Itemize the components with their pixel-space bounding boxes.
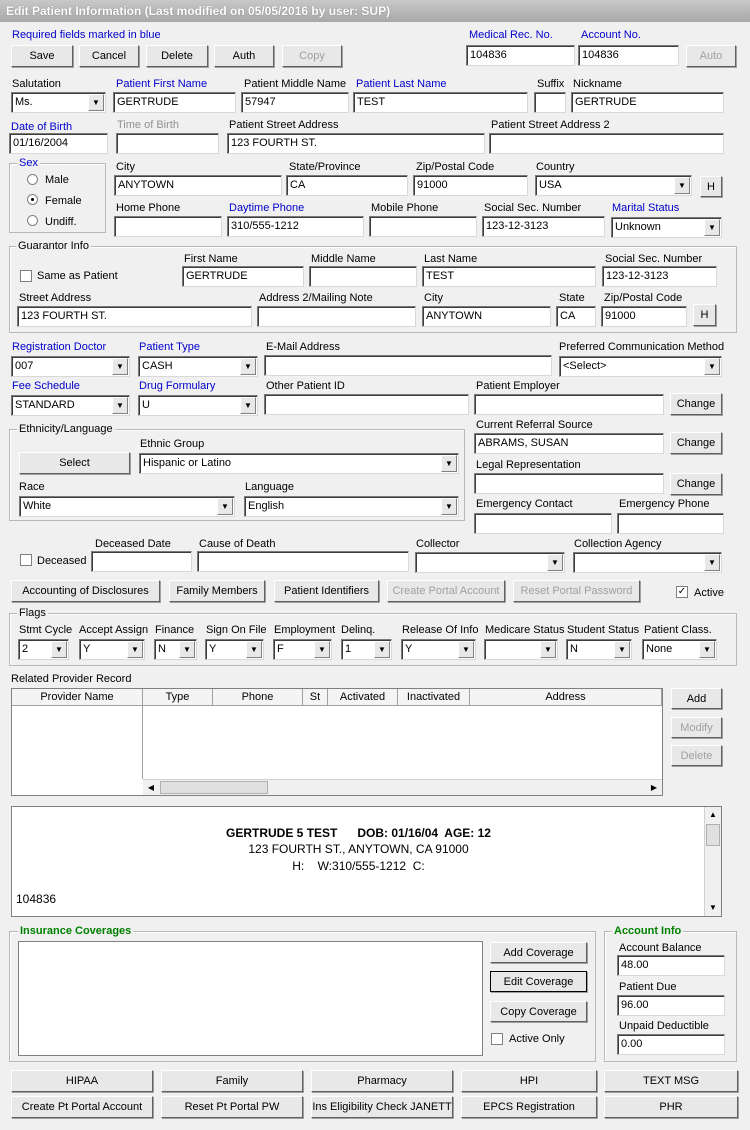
insurance-title: Insurance Coverages — [20, 925, 132, 937]
country-value: USA — [539, 179, 562, 191]
chevron-down-icon: ▼ — [704, 219, 720, 236]
race-label: Race — [19, 481, 45, 493]
horizontal-scrollbar[interactable] — [143, 779, 662, 795]
insurance-list[interactable] — [18, 941, 483, 1056]
chevron-down-icon: ▼ — [547, 554, 563, 571]
col-phone[interactable]: Phone — [213, 689, 303, 706]
patient-due-field[interactable]: 96.00 — [617, 995, 725, 1016]
flag-employment-select[interactable] — [273, 639, 332, 660]
guarantor-addr2-field[interactable] — [257, 306, 416, 327]
salutation-value: Ms. — [15, 96, 33, 108]
reg-doctor-value: 007 — [15, 360, 34, 372]
copy-coverage-button[interactable]: Copy Coverage — [490, 1001, 587, 1022]
pref-comm-select[interactable] — [559, 356, 722, 377]
col-activated[interactable]: Activated — [328, 689, 398, 706]
create-pt-portal-button[interactable]: Create Pt Portal Account — [11, 1096, 153, 1118]
tob-label: Time of Birth — [117, 119, 179, 131]
tob-field[interactable] — [116, 133, 219, 154]
flag-delinq-select[interactable] — [341, 639, 392, 660]
flag-stmt-cycle-select[interactable] — [18, 639, 69, 660]
fee-schedule-value: STANDARD — [15, 399, 75, 411]
provider-table[interactable] — [11, 688, 663, 796]
hpi-button[interactable]: HPI — [461, 1070, 597, 1092]
collector-select[interactable] — [415, 552, 565, 573]
guarantor-ssn-label: Social Sec. Number — [605, 253, 703, 265]
language-select[interactable] — [244, 496, 459, 517]
patient-type-label: Patient Type — [139, 341, 200, 353]
guarantor-street-label: Street Address — [19, 292, 92, 304]
cancel-button[interactable]: Cancel — [79, 45, 139, 67]
marital-value: Unknown — [615, 221, 661, 233]
guarantor-middle-label: Middle Name — [311, 253, 376, 265]
family-members-button[interactable]: Family Members — [169, 580, 265, 602]
chevron-down-icon: ▼ — [614, 641, 630, 658]
deceased-checkbox[interactable] — [20, 554, 32, 566]
flag-employment-label: Employment — [274, 624, 336, 636]
flag-sign-on-file-label: Sign On File — [206, 624, 267, 636]
reset-pt-portal-button[interactable]: Reset Pt Portal PW — [161, 1096, 303, 1118]
mobile-phone-label: Mobile Phone — [371, 202, 439, 214]
disclosures-button[interactable]: Accounting of Disclosures — [11, 580, 160, 602]
flag-release-label: Release Of Info — [402, 624, 479, 636]
epcs-registration-button[interactable]: EPCS Registration — [461, 1096, 597, 1118]
scroll-left-icon[interactable]: ◀ — [147, 783, 155, 792]
legal-change-button[interactable]: Change — [670, 473, 722, 495]
nickname-label: Nickname — [573, 78, 622, 90]
legal-rep-label: Legal Representation — [476, 459, 581, 471]
sex-undiff-radio[interactable] — [27, 215, 38, 226]
fee-schedule-select[interactable] — [11, 395, 130, 416]
pref-comm-value: <Select> — [563, 360, 607, 372]
col-inactivated[interactable]: Inactivated — [398, 689, 470, 706]
salutation-select[interactable] — [11, 92, 106, 113]
window-title: Edit Patient Information (Last modified on 05/05/2016 by user: SUP) — [0, 0, 750, 22]
collection-agency-label: Collection Agency — [574, 538, 662, 550]
same-as-patient-checkbox[interactable] — [20, 270, 32, 282]
flag-value: Y — [209, 643, 217, 655]
chevron-down-icon: ▼ — [704, 554, 720, 571]
providers-title: Related Provider Record — [11, 673, 132, 685]
street2-label: Patient Street Address 2 — [491, 119, 610, 131]
race-value: White — [23, 500, 52, 512]
other-id-label: Other Patient ID — [266, 380, 345, 392]
col-address[interactable]: Address — [470, 689, 662, 706]
flag-medicare-select[interactable] — [484, 639, 558, 660]
chevron-down-icon: ▼ — [51, 641, 67, 658]
chevron-down-icon: ▼ — [240, 358, 256, 375]
col-type[interactable]: Type — [143, 689, 213, 706]
guarantor-first-label: First Name — [184, 253, 238, 265]
chevron-down-icon: ▼ — [88, 94, 104, 111]
deceased-date-field[interactable] — [91, 551, 192, 572]
provider-modify-button[interactable]: Modify — [671, 717, 722, 738]
daytime-phone-label: Daytime Phone — [229, 202, 305, 214]
copy-button[interactable]: Copy — [282, 45, 342, 67]
drug-formulary-value: U — [142, 399, 150, 411]
flag-value: F — [277, 643, 284, 655]
chevron-down-icon: ▼ — [246, 641, 262, 658]
mobile-phone-field[interactable] — [369, 216, 477, 237]
chevron-down-icon: ▼ — [112, 397, 128, 414]
h-address-button[interactable]: H — [700, 176, 722, 197]
fee-schedule-label: Fee Schedule — [12, 380, 80, 392]
chevron-down-icon: ▼ — [458, 641, 474, 658]
summary-line-3: H: W:310/555-1212 C: — [292, 859, 425, 873]
active-label: Active — [694, 587, 724, 599]
flag-delinq-label: Delinq. — [341, 624, 376, 636]
marital-select[interactable] — [611, 217, 722, 238]
account-no-label: Account No. — [581, 29, 641, 41]
patient-due-label: Patient Due — [619, 981, 677, 993]
chevron-down-icon: ▼ — [217, 498, 233, 515]
edit-coverage-button[interactable]: Edit Coverage — [490, 971, 587, 992]
guarantor-last-field[interactable]: TEST — [422, 266, 596, 287]
referral-field[interactable]: ABRAMS, SUSAN — [474, 433, 664, 454]
phr-button[interactable]: PHR — [604, 1096, 738, 1118]
state-label: State/Province — [289, 161, 361, 173]
city-label: City — [116, 161, 135, 173]
create-portal-button[interactable]: Create Portal Account — [387, 580, 505, 602]
flag-patient-class-label: Patient Class. — [644, 624, 712, 636]
active-checkbox[interactable]: ✓ — [677, 586, 687, 597]
middle-name-label: Patient Middle Name — [244, 78, 347, 90]
chevron-down-icon: ▼ — [179, 641, 195, 658]
legal-rep-field[interactable] — [474, 473, 664, 494]
text-msg-button[interactable]: TEXT MSG — [604, 1070, 738, 1092]
ethnic-group-label: Ethnic Group — [140, 438, 205, 450]
flag-finance-select[interactable] — [154, 639, 197, 660]
emergency-phone-field[interactable] — [617, 513, 724, 534]
flag-release-select[interactable] — [401, 639, 476, 660]
guarantor-city-field[interactable]: ANYTOWN — [422, 306, 551, 327]
suffix-field[interactable] — [534, 92, 566, 113]
sex-female-radio[interactable] — [27, 194, 38, 205]
middle-name-field[interactable]: 57947 — [241, 92, 349, 113]
medical-rec-field[interactable]: 104836 — [466, 45, 575, 66]
ssn-field[interactable]: 123-12-3123 — [482, 216, 605, 237]
first-name-label: Patient First Name — [116, 78, 208, 90]
scroll-right-icon[interactable]: ▶ — [650, 783, 658, 792]
state-field[interactable]: CA — [286, 175, 408, 196]
employer-field[interactable] — [474, 394, 664, 415]
reg-doctor-select[interactable] — [11, 356, 130, 377]
summary-line-2: 123 FOURTH ST., ANYTOWN, CA 91000 — [248, 842, 469, 856]
flag-accept-assign-select[interactable] — [79, 639, 145, 660]
emergency-contact-label: Emergency Contact — [476, 498, 573, 510]
last-name-field[interactable]: TEST — [353, 92, 528, 113]
guarantor-state-field[interactable]: CA — [556, 306, 596, 327]
deceased-label: Deceased — [37, 555, 87, 567]
guarantor-zip-label: Zip/Postal Code — [604, 292, 683, 304]
flag-sign-on-file-select[interactable] — [205, 639, 264, 660]
add-coverage-button[interactable]: Add Coverage — [490, 942, 587, 963]
guarantor-street-field[interactable]: 123 FOURTH ST. — [17, 306, 252, 327]
guarantor-ssn-field[interactable]: 123-12-3123 — [602, 266, 717, 287]
flag-student-select[interactable] — [566, 639, 632, 660]
street-label: Patient Street Address — [229, 119, 339, 131]
drug-formulary-label: Drug Formulary — [139, 380, 216, 392]
scroll-up-icon[interactable]: ▲ — [709, 810, 717, 819]
salutation-label: Salutation — [12, 78, 61, 90]
guarantor-last-label: Last Name — [424, 253, 478, 265]
vertical-scrollbar[interactable] — [704, 807, 721, 916]
delete-button[interactable]: Delete — [146, 45, 208, 67]
scroll-down-icon[interactable]: ▼ — [709, 903, 717, 912]
guarantor-addr2-label: Address 2/Mailing Note — [259, 292, 373, 304]
pharmacy-button[interactable]: Pharmacy — [311, 1070, 453, 1092]
sex-female-label: Female — [45, 195, 82, 207]
dob-label: Date of Birth — [11, 121, 73, 133]
suffix-label: Suffix — [537, 78, 565, 90]
reg-doctor-label: Registration Doctor — [12, 341, 107, 353]
guarantor-h-button[interactable]: H — [693, 304, 716, 326]
col-st[interactable]: St — [303, 689, 328, 706]
account-balance-label: Account Balance — [619, 942, 702, 954]
first-name-field[interactable]: GERTRUDE — [113, 92, 236, 113]
patient-type-select[interactable] — [138, 356, 258, 377]
home-phone-label: Home Phone — [116, 202, 181, 214]
scroll-thumb[interactable] — [160, 781, 268, 794]
cause-of-death-label: Cause of Death — [199, 538, 276, 550]
guarantor-state-label: State — [559, 292, 585, 304]
country-label: Country — [536, 161, 575, 173]
unpaid-deductible-field[interactable]: 0.00 — [617, 1034, 725, 1055]
ethnic-group-value: Hispanic or Latino — [143, 457, 232, 469]
collection-agency-select[interactable] — [573, 552, 722, 573]
country-select[interactable] — [535, 175, 692, 196]
zip-field[interactable]: 91000 — [413, 175, 528, 196]
city-field[interactable]: ANYTOWN — [114, 175, 282, 196]
chevron-down-icon: ▼ — [699, 641, 715, 658]
guarantor-title: Guarantor Info — [18, 240, 89, 252]
chevron-down-icon: ▼ — [374, 641, 390, 658]
employer-change-button[interactable]: Change — [670, 393, 722, 415]
deceased-date-label: Deceased Date — [95, 538, 171, 550]
flag-medicare-label: Medicare Status — [485, 624, 565, 636]
street2-field[interactable] — [489, 133, 724, 154]
ethnicity-title: Ethnicity/Language — [19, 423, 113, 435]
collector-label: Collector — [416, 538, 460, 550]
flag-value: None — [646, 643, 673, 655]
summary-line-4: 104836 — [16, 892, 57, 906]
flag-patient-class-select[interactable] — [642, 639, 717, 660]
col-provider-name[interactable]: Provider Name — [12, 689, 143, 706]
hipaa-button[interactable]: HIPAA — [11, 1070, 153, 1092]
emergency-phone-label: Emergency Phone — [619, 498, 710, 510]
patient-identifiers-button[interactable]: Patient Identifiers — [274, 580, 379, 602]
flags-title: Flags — [19, 607, 46, 619]
patient-type-value: CASH — [142, 360, 173, 372]
flag-value: Y — [83, 643, 91, 655]
account-info-title: Account Info — [614, 925, 682, 937]
chevron-down-icon: ▼ — [674, 177, 690, 194]
emergency-contact-field[interactable] — [474, 513, 612, 534]
provider-add-button[interactable]: Add — [671, 688, 722, 709]
sex-male-radio[interactable] — [27, 174, 38, 185]
ssn-label: Social Sec. Number — [484, 202, 582, 214]
active-only-label: Active Only — [509, 1033, 565, 1045]
account-no-field[interactable]: 104836 — [578, 45, 679, 66]
ethnic-group-select[interactable] — [139, 453, 459, 474]
street-field[interactable]: 123 FOURTH ST. — [227, 133, 485, 154]
chevron-down-icon: ▼ — [441, 498, 457, 515]
race-select[interactable] — [19, 496, 235, 517]
flag-finance-label: Finance — [155, 624, 195, 636]
flag-stmt-cycle-label: Stmt Cycle — [19, 624, 73, 636]
employer-label: Patient Employer — [476, 380, 560, 392]
flag-value: N — [570, 643, 578, 655]
save-button[interactable]: Save — [11, 45, 73, 67]
account-balance-field[interactable]: 48.00 — [617, 955, 725, 976]
ins-eligibility-button[interactable]: Ins Eligibility Check JANETT — [311, 1096, 453, 1118]
chevron-down-icon: ▼ — [127, 641, 143, 658]
other-id-field[interactable] — [264, 394, 469, 415]
referral-change-button[interactable]: Change — [670, 432, 722, 454]
pref-comm-label: Preferred Communication Method — [559, 341, 725, 353]
zip-label: Zip/Postal Code — [416, 161, 495, 173]
flag-value: N — [158, 643, 166, 655]
daytime-phone-field[interactable]: 310/555-1212 — [227, 216, 364, 237]
unpaid-deductible-label: Unpaid Deductible — [619, 1020, 709, 1032]
column-divider — [142, 706, 143, 779]
chevron-down-icon: ▼ — [540, 641, 556, 658]
sex-label: Sex — [19, 157, 38, 169]
required-note: Required fields marked in blue — [12, 29, 161, 41]
cause-of-death-field[interactable] — [197, 551, 409, 572]
email-label: E-Mail Address — [266, 341, 340, 353]
sex-undiff-label: Undiff. — [45, 216, 77, 228]
summary-line-1: GERTRUDE 5 TEST DOB: 01/16/04 AGE: 12 — [226, 826, 491, 840]
auth-button[interactable]: Auth — [214, 45, 274, 67]
drug-formulary-select[interactable] — [138, 395, 258, 416]
chevron-down-icon: ▼ — [314, 641, 330, 658]
patient-summary-panel — [11, 806, 722, 917]
scroll-thumb[interactable] — [706, 824, 720, 846]
reset-portal-button[interactable]: Reset Portal Password — [513, 580, 640, 602]
home-phone-field[interactable] — [114, 216, 222, 237]
referral-label: Current Referral Source — [476, 419, 593, 431]
guarantor-middle-field[interactable] — [309, 266, 417, 287]
family-button[interactable]: Family — [161, 1070, 303, 1092]
dob-field[interactable]: 01/16/2004 — [9, 133, 108, 154]
flag-accept-assign-label: Accept Assign — [79, 624, 149, 636]
chevron-down-icon: ▼ — [704, 358, 720, 375]
language-label: Language — [245, 481, 294, 493]
last-name-label: Patient Last Name — [356, 78, 447, 90]
auto-button[interactable]: Auto — [686, 45, 736, 67]
same-as-patient-label: Same as Patient — [37, 270, 118, 282]
language-value: English — [248, 500, 285, 512]
chevron-down-icon: ▼ — [240, 397, 256, 414]
sex-male-label: Male — [45, 174, 69, 186]
guarantor-city-label: City — [424, 292, 443, 304]
guarantor-first-field[interactable]: GERTRUDE — [182, 266, 304, 287]
medical-rec-label: Medical Rec. No. — [469, 29, 553, 41]
flag-value: Y — [405, 643, 413, 655]
flag-student-label: Student Status — [567, 624, 640, 636]
ethnicity-select-button[interactable]: Select — [19, 452, 130, 474]
active-only-checkbox[interactable] — [491, 1033, 503, 1045]
email-field[interactable] — [264, 355, 552, 376]
flag-value: 2 — [22, 643, 29, 655]
nickname-field[interactable]: GERTRUDE — [571, 92, 724, 113]
provider-delete-button[interactable]: Delete — [671, 745, 722, 766]
chevron-down-icon: ▼ — [441, 455, 457, 472]
guarantor-zip-field[interactable]: 91000 — [601, 306, 687, 327]
chevron-down-icon: ▼ — [112, 358, 128, 375]
marital-label: Marital Status — [612, 202, 680, 214]
flag-value: 1 — [345, 643, 352, 655]
